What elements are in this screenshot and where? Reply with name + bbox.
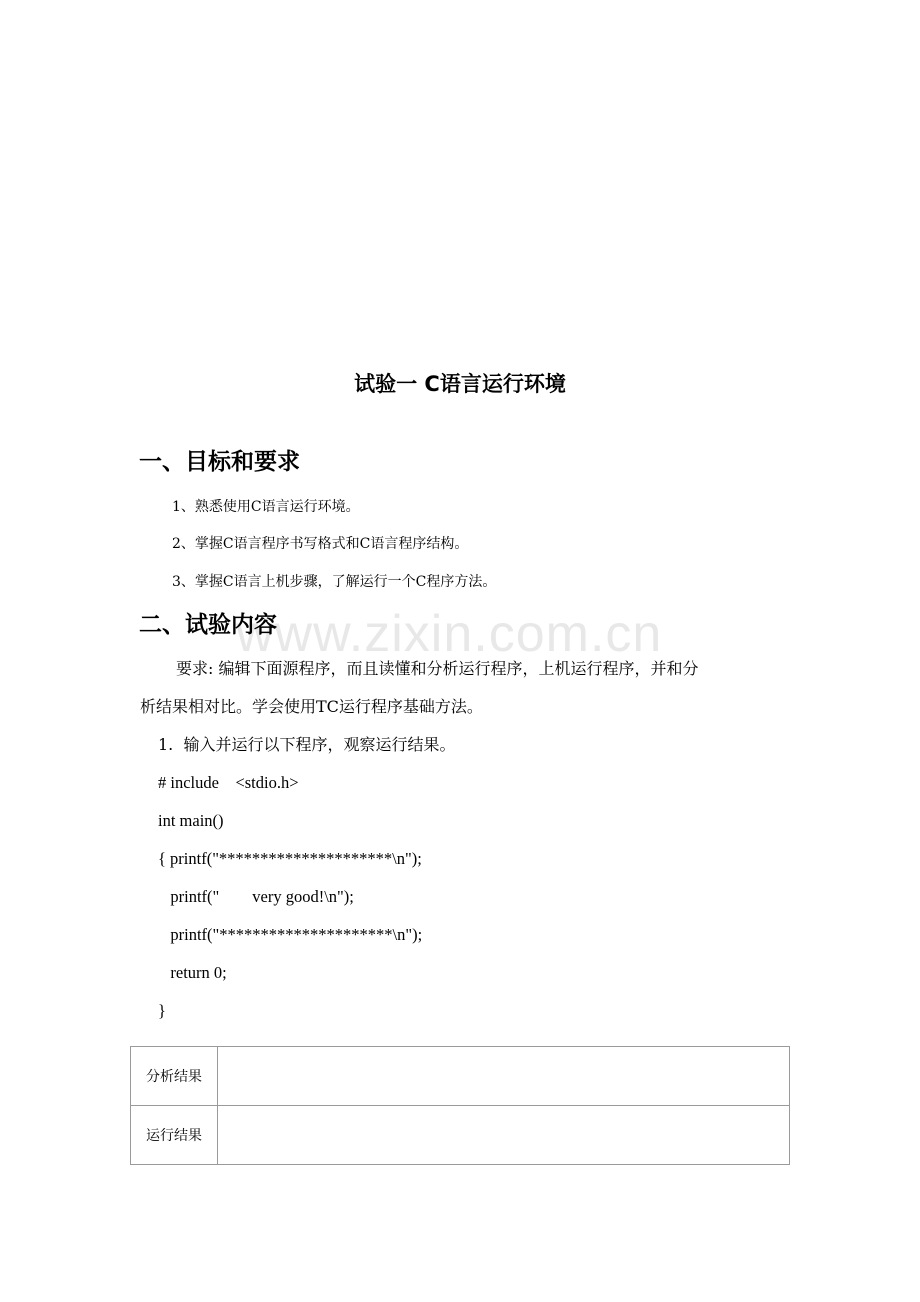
code-line: printf("*********************\n");	[158, 925, 423, 944]
step-instruction: 1. 输入并运行以下程序，观察运行结果。	[158, 735, 456, 754]
code-line: int main()	[158, 811, 224, 830]
analysis-result-label: 分析结果	[131, 1047, 218, 1106]
goal-item: 2、掌握C语言程序书写格式和C语言程序结构。	[172, 536, 469, 552]
analysis-result-cell[interactable]	[218, 1047, 790, 1106]
requirement-text-line2: 析结果相对比。学会使用TC运行程序基础方法。	[140, 697, 483, 716]
section-heading-content: 二、试验内容	[139, 612, 277, 638]
run-result-label: 运行结果	[131, 1106, 218, 1165]
run-result-cell[interactable]	[218, 1106, 790, 1165]
watermark: www.zixin.com.cn	[236, 605, 663, 663]
code-line: { printf("*********************\n");	[158, 849, 422, 868]
goal-item: 3、掌握C语言上机步骤，了解运行一个C程序方法。	[172, 574, 497, 590]
code-line: }	[158, 1001, 166, 1020]
code-line: # include <stdio.h>	[158, 773, 299, 792]
document-title: 试验一 C语言运行环境	[354, 372, 566, 396]
result-table	[130, 1046, 790, 1165]
goal-item: 1、熟悉使用C语言运行环境。	[172, 499, 360, 515]
code-line: return 0;	[158, 963, 227, 982]
section-heading-goals: 一、目标和要求	[139, 449, 300, 475]
table-row	[131, 1106, 790, 1165]
code-line: printf(" very good!\n");	[158, 887, 354, 906]
requirement-text-line1: 要求: 编辑下面源程序，而且读懂和分析运行程序，上机运行程序，并和分	[176, 659, 699, 678]
table-row	[131, 1047, 790, 1106]
